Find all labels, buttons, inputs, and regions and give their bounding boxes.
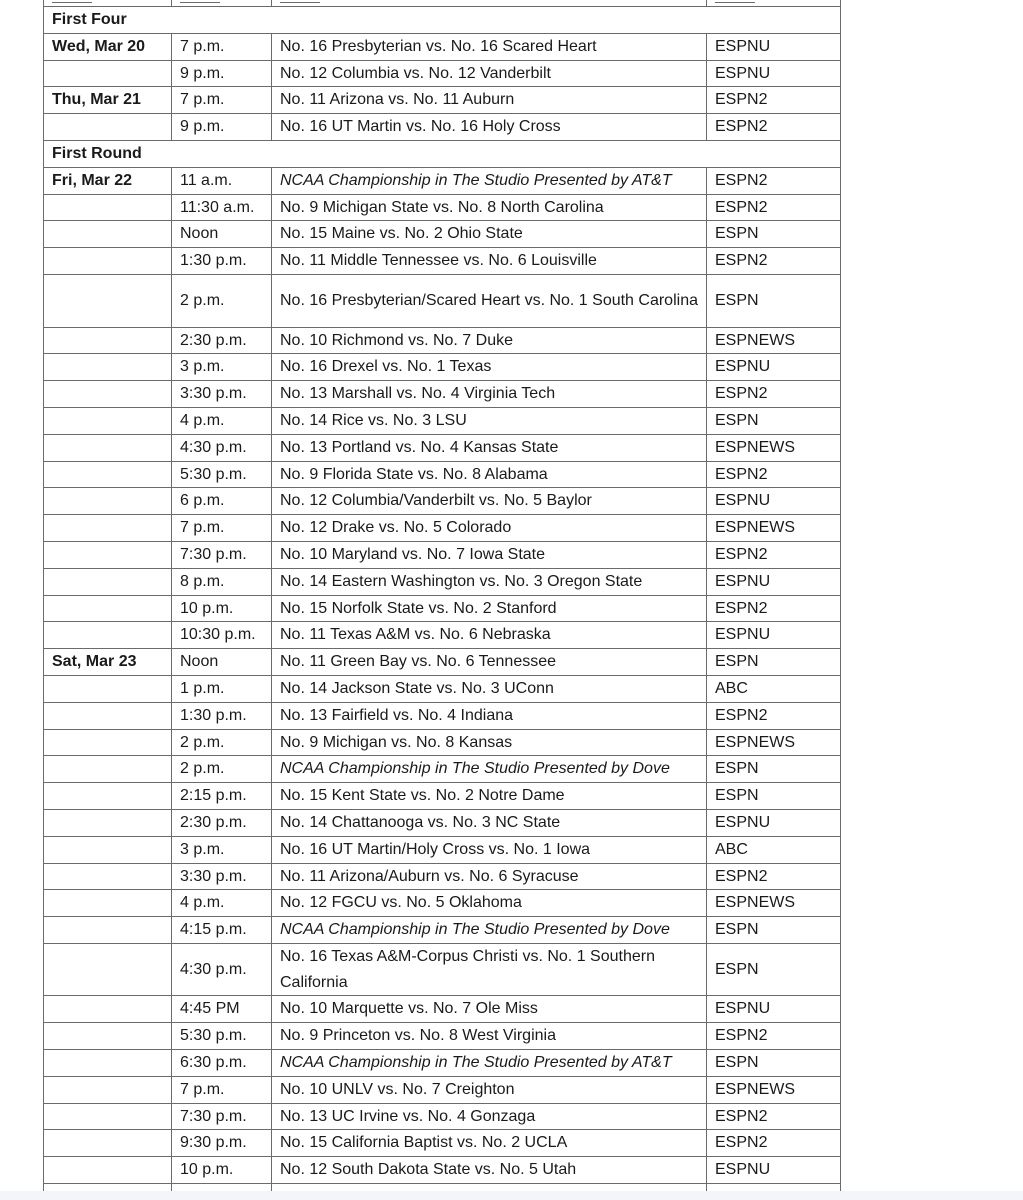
date-cell: [44, 1157, 172, 1184]
game-cell: NCAA Championship in The Studio Presented by Dove: [272, 756, 707, 783]
game-cell: No. 9 Michigan vs. No. 8 Kansas: [272, 729, 707, 756]
date-cell: [44, 675, 172, 702]
network-cell: ESPN2: [707, 863, 841, 890]
time-cell: 7 p.m.: [172, 87, 272, 114]
date-cell: [44, 917, 172, 944]
date-cell: [44, 863, 172, 890]
table-row: [44, 649, 841, 676]
table-row: [44, 1076, 841, 1103]
network-cell: ABC: [707, 675, 841, 702]
network-cell: ESPNU: [707, 60, 841, 87]
time-cell: 9:30 p.m.: [172, 1130, 272, 1157]
network-cell: ESPNU: [707, 354, 841, 381]
time-cell: 5:30 p.m.: [172, 461, 272, 488]
date-cell: [44, 890, 172, 917]
table-row: [44, 890, 841, 917]
date-cell: [44, 488, 172, 515]
network-cell: ESPN: [707, 274, 841, 327]
game-cell: No. 16 UT Martin vs. No. 16 Holy Cross: [272, 114, 707, 141]
network-cell: ESPN: [707, 756, 841, 783]
game-cell: No. 14 Rice vs. No. 3 LSU: [272, 407, 707, 434]
game-cell: No. 9 Florida State vs. No. 8 Alabama: [272, 461, 707, 488]
game-cell: No. 11 Green Bay vs. No. 6 Tennessee: [272, 649, 707, 676]
date-cell: [44, 756, 172, 783]
table-row: [44, 702, 841, 729]
section-header-row: [44, 140, 841, 167]
network-cell: ESPNEWS: [707, 890, 841, 917]
network-cell: ABC: [707, 836, 841, 863]
table-row: [44, 248, 841, 275]
time-cell: 4 p.m.: [172, 407, 272, 434]
game-cell: No. 12 Drake vs. No. 5 Colorado: [272, 515, 707, 542]
network-cell: ESPNEWS: [707, 1076, 841, 1103]
time-cell: 4 p.m.: [172, 890, 272, 917]
time-cell: 9 p.m.: [172, 60, 272, 87]
time-cell: 7:30 p.m.: [172, 541, 272, 568]
time-cell: 11:30 a.m.: [172, 194, 272, 221]
date-cell: Sat, Mar 23: [44, 649, 172, 676]
table-row: [44, 327, 841, 354]
game-cell: No. 13 Portland vs. No. 4 Kansas State: [272, 434, 707, 461]
date-cell: [44, 943, 172, 996]
game-cell: No. 14 Chattanooga vs. No. 3 NC State: [272, 809, 707, 836]
network-cell: ESPN: [707, 917, 841, 944]
game-cell: No. 13 UC Irvine vs. No. 4 Gonzaga: [272, 1103, 707, 1130]
date-cell: [44, 622, 172, 649]
table-row: [44, 434, 841, 461]
game-cell: No. 15 California Baptist vs. No. 2 UCLA: [272, 1130, 707, 1157]
network-cell: ESPN2: [707, 194, 841, 221]
date-cell: [44, 1103, 172, 1130]
date-cell: [44, 568, 172, 595]
table-row: [44, 87, 841, 114]
date-cell: [44, 221, 172, 248]
date-cell: [44, 1130, 172, 1157]
network-cell: ESPNU: [707, 488, 841, 515]
table-row: [44, 488, 841, 515]
table-row: [44, 274, 841, 327]
network-cell: ESPN2: [707, 381, 841, 408]
date-cell: [44, 515, 172, 542]
date-cell: [44, 836, 172, 863]
table-row: [44, 1103, 841, 1130]
page-bottom-band: [0, 1191, 1023, 1200]
game-cell: No. 9 Michigan State vs. No. 8 North Carolina: [272, 194, 707, 221]
date-cell: [44, 541, 172, 568]
time-cell: 11 a.m.: [172, 167, 272, 194]
table-row: [44, 836, 841, 863]
game-cell: No. 13 Fairfield vs. No. 4 Indiana: [272, 702, 707, 729]
table-row: [44, 1023, 841, 1050]
date-cell: [44, 996, 172, 1023]
network-cell: ESPNU: [707, 568, 841, 595]
table-row: [44, 622, 841, 649]
network-cell: ESPN2: [707, 1103, 841, 1130]
table-row: [44, 675, 841, 702]
date-cell: Thu, Mar 21: [44, 87, 172, 114]
table-row: [44, 407, 841, 434]
network-cell: ESPN2: [707, 248, 841, 275]
section-label: First Round: [44, 140, 841, 167]
game-cell: No. 16 UT Martin/Holy Cross vs. No. 1 Iowa: [272, 836, 707, 863]
time-cell: Noon: [172, 221, 272, 248]
table-row: [44, 221, 841, 248]
game-cell: No. 15 Kent State vs. No. 2 Notre Dame: [272, 783, 707, 810]
table-row: [44, 461, 841, 488]
table-row: [44, 756, 841, 783]
date-cell: [44, 434, 172, 461]
section-label: First Four: [44, 7, 841, 34]
game-cell: No. 14 Jackson State vs. No. 3 UConn: [272, 675, 707, 702]
network-cell: ESPN: [707, 649, 841, 676]
table-row: [44, 381, 841, 408]
network-cell: ESPNEWS: [707, 515, 841, 542]
time-cell: 4:30 p.m.: [172, 943, 272, 996]
game-cell: NCAA Championship in The Studio Presented by AT&T: [272, 1050, 707, 1077]
game-cell: No. 10 Maryland vs. No. 7 Iowa State: [272, 541, 707, 568]
table-row: [44, 1050, 841, 1077]
date-cell: [44, 274, 172, 327]
game-cell: No. 15 Maine vs. No. 2 Ohio State: [272, 221, 707, 248]
time-cell: 9 p.m.: [172, 114, 272, 141]
tv-schedule-table: [43, 0, 841, 1192]
table-row: [44, 60, 841, 87]
time-cell: 3 p.m.: [172, 354, 272, 381]
table-row: [44, 1157, 841, 1184]
time-cell: 7:30 p.m.: [172, 1103, 272, 1130]
table-row: [44, 943, 841, 996]
network-cell: ESPNU: [707, 996, 841, 1023]
date-cell: [44, 60, 172, 87]
game-cell: No. 11 Arizona vs. No. 11 Auburn: [272, 87, 707, 114]
schedule-body: [44, 0, 841, 1192]
table-row: [44, 809, 841, 836]
network-cell: ESPN: [707, 407, 841, 434]
date-cell: [44, 702, 172, 729]
table-row: [44, 541, 841, 568]
network-cell: ESPN: [707, 1050, 841, 1077]
game-cell: No. 11 Texas A&M vs. No. 6 Nebraska: [272, 622, 707, 649]
game-cell: No. 13 Marshall vs. No. 4 Virginia Tech: [272, 381, 707, 408]
section-header-row: [44, 7, 841, 34]
game-cell: No. 10 Marquette vs. No. 7 Ole Miss: [272, 996, 707, 1023]
network-cell: ESPN2: [707, 541, 841, 568]
time-cell: 4:30 p.m.: [172, 434, 272, 461]
game-cell: No. 11 Middle Tennessee vs. No. 6 Louisville: [272, 248, 707, 275]
network-cell: ESPNU: [707, 1157, 841, 1184]
game-cell: No. 14 Eastern Washington vs. No. 3 Oregon State: [272, 568, 707, 595]
table-row: [44, 114, 841, 141]
date-cell: Fri, Mar 22: [44, 167, 172, 194]
network-cell: ESPNEWS: [707, 327, 841, 354]
time-cell: 2:30 p.m.: [172, 809, 272, 836]
table-row: [44, 996, 841, 1023]
date-cell: [44, 248, 172, 275]
time-cell: 2 p.m.: [172, 756, 272, 783]
time-cell: 3:30 p.m.: [172, 863, 272, 890]
game-cell: NCAA Championship in The Studio Presented by Dove: [272, 917, 707, 944]
time-cell: 1:30 p.m.: [172, 248, 272, 275]
network-cell: ESPN2: [707, 114, 841, 141]
table-row: [44, 1130, 841, 1157]
game-cell: No. 12 Columbia vs. No. 12 Vanderbilt: [272, 60, 707, 87]
time-cell: 8 p.m.: [172, 568, 272, 595]
date-cell: [44, 1050, 172, 1077]
table-row: [44, 515, 841, 542]
table-row: [44, 917, 841, 944]
time-cell: 3:30 p.m.: [172, 381, 272, 408]
table-row: [44, 33, 841, 60]
time-cell: 2 p.m.: [172, 274, 272, 327]
time-cell: 1 p.m.: [172, 675, 272, 702]
date-cell: [44, 194, 172, 221]
date-cell: [44, 809, 172, 836]
date-cell: Wed, Mar 20: [44, 33, 172, 60]
date-cell: [44, 1023, 172, 1050]
network-cell: ESPNU: [707, 622, 841, 649]
network-cell: ESPNEWS: [707, 729, 841, 756]
table-row: [44, 194, 841, 221]
time-cell: 10 p.m.: [172, 1157, 272, 1184]
game-cell: No. 10 Richmond vs. No. 7 Duke: [272, 327, 707, 354]
game-cell: No. 11 Arizona/Auburn vs. No. 6 Syracuse: [272, 863, 707, 890]
game-cell: No. 16 Presbyterian/Scared Heart vs. No. 1 South Carolina: [272, 274, 707, 327]
network-cell: ESPN: [707, 943, 841, 996]
time-cell: 6:30 p.m.: [172, 1050, 272, 1077]
time-cell: 2 p.m.: [172, 729, 272, 756]
network-cell: ESPN: [707, 783, 841, 810]
time-cell: 3 p.m.: [172, 836, 272, 863]
date-cell: [44, 1076, 172, 1103]
time-cell: 7 p.m.: [172, 1076, 272, 1103]
network-cell: ESPNU: [707, 809, 841, 836]
table-row: [44, 729, 841, 756]
table-row: [44, 167, 841, 194]
network-cell: ESPN2: [707, 87, 841, 114]
network-cell: ESPN2: [707, 1023, 841, 1050]
table-row: [44, 568, 841, 595]
time-cell: 4:45 PM: [172, 996, 272, 1023]
date-cell: [44, 783, 172, 810]
game-cell: No. 15 Norfolk State vs. No. 2 Stanford: [272, 595, 707, 622]
network-cell: ESPNEWS: [707, 434, 841, 461]
network-cell: ESPN2: [707, 702, 841, 729]
date-cell: [44, 729, 172, 756]
network-cell: ESPN2: [707, 167, 841, 194]
table-row: [44, 863, 841, 890]
table-row: [44, 783, 841, 810]
time-cell: 5:30 p.m.: [172, 1023, 272, 1050]
date-cell: [44, 407, 172, 434]
game-cell: No. 12 South Dakota State vs. No. 5 Utah: [272, 1157, 707, 1184]
time-cell: 6 p.m.: [172, 488, 272, 515]
game-cell: No. 9 Princeton vs. No. 8 West Virginia: [272, 1023, 707, 1050]
date-cell: [44, 595, 172, 622]
game-cell: No. 10 UNLV vs. No. 7 Creighton: [272, 1076, 707, 1103]
game-cell: No. 16 Texas A&M-Corpus Christi vs. No. 1 Southern California: [272, 943, 707, 996]
network-cell: ESPNU: [707, 33, 841, 60]
network-cell: ESPN2: [707, 1130, 841, 1157]
table-row: [44, 354, 841, 381]
time-cell: 4:15 p.m.: [172, 917, 272, 944]
time-cell: 10:30 p.m.: [172, 622, 272, 649]
game-cell: No. 16 Drexel vs. No. 1 Texas: [272, 354, 707, 381]
game-cell: NCAA Championship in The Studio Presented by AT&T: [272, 167, 707, 194]
date-cell: [44, 381, 172, 408]
game-cell: No. 12 Columbia/Vanderbilt vs. No. 5 Baylor: [272, 488, 707, 515]
time-cell: 1:30 p.m.: [172, 702, 272, 729]
network-cell: ESPN2: [707, 595, 841, 622]
table-row: [44, 595, 841, 622]
game-cell: No. 16 Presbyterian vs. No. 16 Scared Heart: [272, 33, 707, 60]
date-cell: [44, 327, 172, 354]
time-cell: Noon: [172, 649, 272, 676]
date-cell: [44, 461, 172, 488]
network-cell: ESPN2: [707, 461, 841, 488]
time-cell: 7 p.m.: [172, 33, 272, 60]
time-cell: 2:30 p.m.: [172, 327, 272, 354]
time-cell: 7 p.m.: [172, 515, 272, 542]
game-cell: No. 12 FGCU vs. No. 5 Oklahoma: [272, 890, 707, 917]
date-cell: [44, 354, 172, 381]
time-cell: 2:15 p.m.: [172, 783, 272, 810]
network-cell: ESPN: [707, 221, 841, 248]
time-cell: 10 p.m.: [172, 595, 272, 622]
date-cell: [44, 114, 172, 141]
